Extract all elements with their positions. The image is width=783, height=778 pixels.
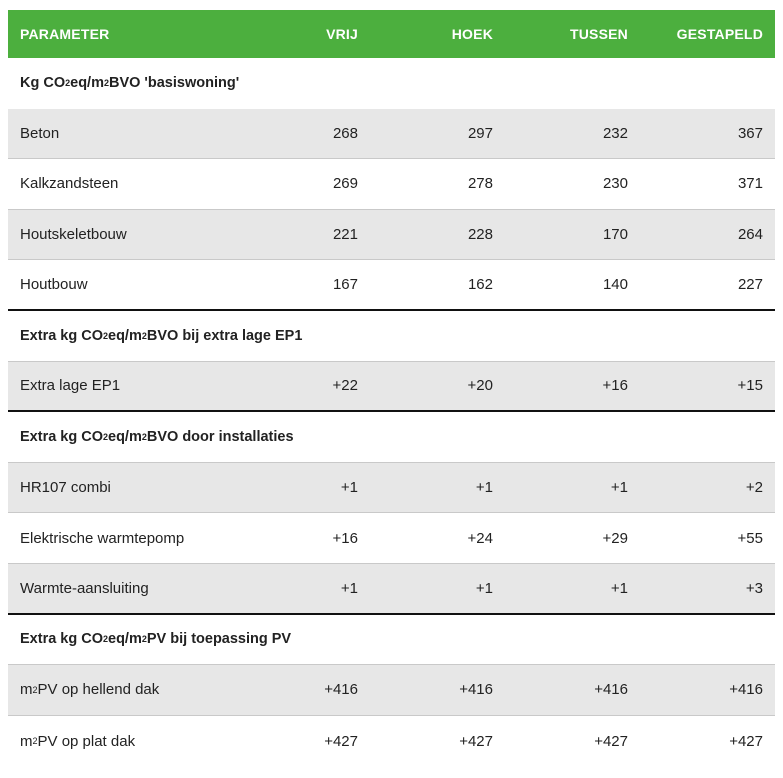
cell-gestapeld: +2: [745, 479, 763, 497]
cell-vrij: +1: [340, 479, 358, 497]
cell-vrij: 221: [332, 226, 358, 244]
cell-tussen: +29: [602, 529, 628, 547]
cell-vrij: 269: [332, 175, 358, 193]
cell-gestapeld: 264: [737, 226, 763, 244]
row-label: Kalkzandsteen: [20, 175, 119, 193]
cell-vrij: +1: [340, 579, 358, 597]
section-title: Extra kg CO 2 eq/m 2 PV bij toepassing PV: [20, 631, 292, 648]
section-title-pv: [8, 615, 775, 666]
header-hoek: HOEK: [451, 26, 493, 42]
cell-tussen: 230: [602, 175, 628, 193]
cell-tussen: +1: [610, 479, 628, 497]
cell-gestapeld: 367: [737, 124, 763, 142]
section-title: Extra kg CO 2 eq/m 2 BVO door installaties: [20, 428, 294, 445]
cell-gestapeld: +416: [729, 681, 763, 699]
row-label: Houtbouw: [20, 276, 88, 294]
cell-hoek: 162: [467, 276, 493, 294]
cell-hoek: +24: [467, 529, 493, 547]
row-label: Warmte-aansluiting: [20, 579, 149, 597]
row-label: m 2 PV op plat dak: [20, 732, 136, 750]
table-row: [8, 513, 775, 564]
cell-hoek: +427: [459, 732, 493, 750]
emissions-table: [8, 10, 775, 766]
header-parameter: PARAMETER: [20, 26, 110, 42]
cell-hoek: 297: [467, 124, 493, 142]
table-row: [8, 716, 775, 767]
cell-tussen: 170: [602, 226, 628, 244]
section-title-extra-lage-ep1: [8, 311, 775, 362]
table-row: [8, 109, 775, 160]
row-label: Elektrische warmtepomp: [20, 529, 185, 547]
cell-vrij: +416: [324, 681, 358, 699]
cell-tussen: +416: [594, 681, 628, 699]
cell-hoek: +1: [475, 479, 493, 497]
cell-vrij: 167: [332, 276, 358, 294]
table-row: [8, 463, 775, 514]
header-tussen: TUSSEN: [570, 26, 628, 42]
row-label: Houtskeletbouw: [20, 226, 127, 244]
cell-gestapeld: +3: [745, 579, 763, 597]
table-header: [8, 10, 775, 58]
table-row: [8, 564, 775, 615]
cell-hoek: +416: [459, 681, 493, 699]
row-label: Beton: [20, 124, 60, 142]
section-title: Kg CO 2 eq/m 2 BVO 'basiswoning': [20, 75, 240, 92]
cell-tussen: 232: [602, 124, 628, 142]
cell-tussen: 140: [602, 276, 628, 294]
table-row: [8, 362, 775, 413]
cell-hoek: 278: [467, 175, 493, 193]
section-title: Extra kg CO 2 eq/m 2 BVO bij extra lage EP1: [20, 327, 303, 344]
cell-gestapeld: +55: [737, 529, 763, 547]
cell-vrij: 268: [332, 124, 358, 142]
header-vrij: VRIJ: [326, 26, 358, 42]
cell-gestapeld: 371: [737, 175, 763, 193]
section-title-basiswoning: [8, 58, 775, 109]
cell-tussen: +1: [610, 579, 628, 597]
row-label: m 2 PV op hellend dak: [20, 681, 160, 699]
cell-hoek: 228: [467, 226, 493, 244]
cell-vrij: +16: [332, 529, 358, 547]
cell-tussen: +427: [594, 732, 628, 750]
cell-gestapeld: +427: [729, 732, 763, 750]
cell-vrij: +427: [324, 732, 358, 750]
header-gestapeld: GESTAPELD: [676, 26, 763, 42]
section-title-installaties: [8, 412, 775, 463]
table-row: [8, 260, 775, 311]
cell-vrij: +22: [332, 377, 358, 395]
cell-gestapeld: +15: [737, 377, 763, 395]
cell-gestapeld: 227: [737, 276, 763, 294]
cell-hoek: +20: [467, 377, 493, 395]
cell-tussen: +16: [602, 377, 628, 395]
table-row: [8, 159, 775, 210]
row-label: Extra lage EP1: [20, 377, 121, 395]
row-label: HR107 combi: [20, 479, 111, 497]
table-row: [8, 665, 775, 716]
cell-hoek: +1: [475, 579, 493, 597]
table-row: [8, 210, 775, 261]
